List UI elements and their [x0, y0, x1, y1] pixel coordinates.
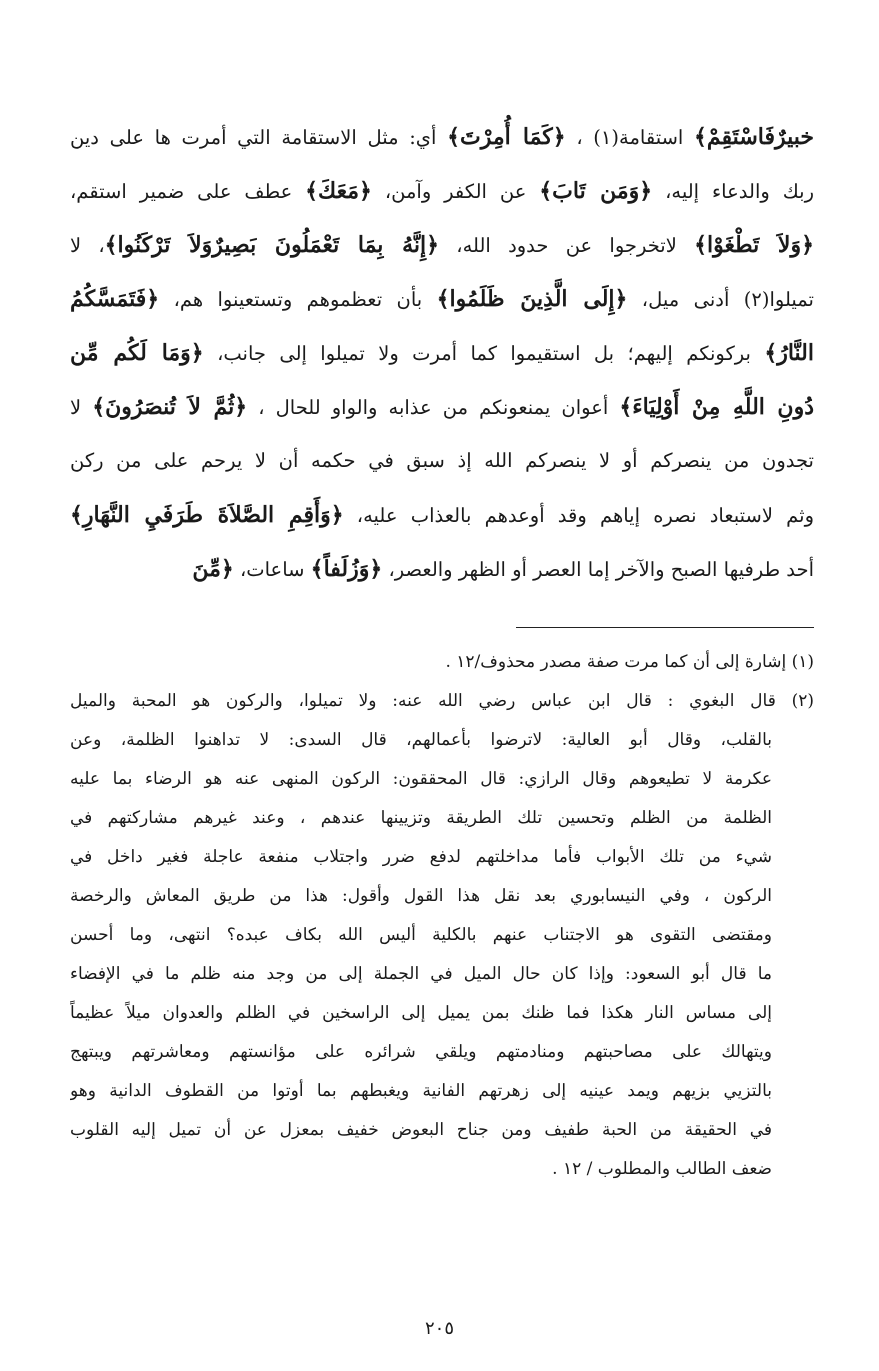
commentary-text: وثم لاستبعاد نصره إياهم وقد أوعدهم بالعذاب عليه، — [343, 504, 814, 527]
quran-verse: ﴿وَزُلَفاً﴾ — [310, 556, 383, 582]
footnote-2-line: الركون ، وفي النيسابوري بعد نقل هذا القول وأقول: هذا من طريق المعاش والرخصة — [70, 886, 772, 906]
text-line — [70, 542, 814, 596]
page-number: ٢٠٥ — [424, 1318, 454, 1339]
footnote-2-line: شيء من تلك الأبواب فأما مداخلتهم لدفع ضرر واجتلاب منفعة عاجلة فغير داخل في — [70, 847, 772, 867]
text-line — [70, 110, 814, 164]
commentary-text: بركونكم إليهم؛ بل استقيموا كما أمرت ولا تميلوا إلى جانب، — [203, 342, 765, 365]
footnote-2-line: إلى مساس النار هكذا فما ظنك بمن يميل إلى الراسخين في الظلم والعدوان ميلاً عظيماً — [70, 1003, 772, 1023]
commentary-text: لاتخرجوا عن حدود الله، — [439, 234, 695, 257]
commentary-text: عن الكفر وآمن، — [371, 180, 540, 203]
footnote-2-line: ويتهالك على مصاحبتهم ومنادمتهم ويلقي شرائره على مؤانستهم ومعاشرتهم ويبتهج — [70, 1042, 772, 1062]
quran-verse: خبيرٌفَاسْتَقِمْ﴾ — [694, 124, 814, 150]
footnotes — [70, 643, 814, 1189]
commentary-text: استقامة(١) ، — [565, 126, 695, 149]
quran-verse: ﴿ثُمَّ لاَ تُنصَرُونَ﴾ — [92, 394, 248, 420]
footnote-2-line: بالتزيي بزيهم ويمد عينيه إلى زهرتهم الفانية ويغبطهم بما أوتوا من القطوف الدانية وهو — [70, 1081, 772, 1101]
footnote-2-line: عكرمة لا تطيعوهم وقال الرازي: قال المحققون: الركون المنهى عنه هو الرضاء بما عليه — [70, 769, 772, 789]
footnote-separator — [516, 627, 814, 628]
quran-verse: ﴿فَتَمَسَّكُمُ — [70, 286, 160, 312]
footnote-2-line: ما قال أبو السعود: وإذا كان حال الميل في الجملة إلى من وجد منه ظلم ما في الإفضاء — [70, 964, 772, 984]
text-line — [70, 218, 814, 272]
text-line — [70, 272, 814, 326]
text-line — [70, 326, 814, 380]
commentary-text: أعوان يمنعونكم من عذابه والواو للحال ، — [247, 396, 620, 419]
commentary-text: ساعات، — [233, 558, 311, 581]
commentary-text: تجدون من ينصركم أو لا ينصركم الله إذ سبق في حكمه أن لا يرحم على من ركن — [70, 449, 814, 472]
footnote-2-line: ومقتضى التقوى هو الاجتناب عنهم بالكلية أليس الله بكاف عبده؟ انتهى، وما أحسن — [70, 925, 772, 945]
footnote-2-line: (٢) قال البغوي : قال ابن عباس رضي الله عنه: ولا تميلوا، والركون هو المحبة والميل — [70, 691, 814, 711]
quran-verse: ﴿إِلَى الَّذِينَ ظَلَمُوا﴾ — [436, 286, 628, 312]
quran-verse: دُونِ اللَّهِ مِنْ أَوْلِيَاءَ﴾ — [619, 394, 814, 420]
quran-verse: ﴿إِنَّهُ بِمَا تَعْمَلُونَ بَصِيرٌوَلاَ تَرْكَنُوا﴾ — [104, 232, 440, 258]
quran-verse: النَّارُ﴾ — [764, 340, 814, 366]
commentary-text: أي: مثل الاستقامة التي أمرت ها على دين — [70, 126, 448, 149]
commentary-text: تميلوا(٢) أدنى ميل، — [627, 288, 814, 311]
commentary-text: عطف على ضمير استقم، — [70, 180, 306, 203]
quran-verse: ﴿وَمَن تَابَ﴾ — [539, 178, 653, 204]
text-line — [70, 164, 814, 218]
commentary-text: لا — [70, 396, 93, 419]
quran-verse: ﴿مِّنَ — [192, 556, 234, 582]
footnote-2-line: الظلمة من الظلم وتحسين تلك الطريقة وتزيينها عندهم ، وعند غيرهم مشاركتهم في — [70, 808, 772, 828]
quran-verse: ﴿مَعَكَ﴾ — [305, 178, 372, 204]
commentary-text: أحد طرفيها الصبح والآخر إما العصر أو الظهر والعصر، — [382, 558, 814, 581]
text-line — [70, 434, 814, 488]
commentary-text: بأن تعظموهم وتستعينوا هم، — [159, 288, 437, 311]
footnote-2-line: في الحقيقة من الحبة طفيف ومن جناح البعوض خفيف بمعزل عن أن تميل إليه القلوب — [70, 1120, 772, 1140]
text-line — [70, 488, 814, 542]
quran-verse: ﴿وَمَا لَكُم مِّن — [70, 340, 204, 366]
footnote-2-line: ضعف الطالب والمطلوب / ١٢ . — [552, 1159, 772, 1179]
main-text — [70, 110, 814, 596]
footnote-1: (١) إشارة إلى أن كما مرت صفة مصدر محذوف/١٢ . — [445, 652, 814, 672]
quran-verse: ﴿وَأَقِمِ الصَّلاَةَ طَرَفَيِ النَّهَارِ﴾ — [70, 502, 344, 528]
commentary-text: ربك والدعاء إليه، — [652, 180, 814, 203]
commentary-text: ، لا — [70, 234, 105, 257]
quran-verse: ﴿وَلاَ تَطْغَوْا﴾ — [694, 232, 814, 258]
text-line — [70, 380, 814, 434]
footnote-2-line: بالقلب، وقال أبو العالية: لاترضوا بأعمالهم، قال السدى: لا تداهنوا الظلمة، وعن — [70, 730, 772, 750]
quran-verse: ﴿كَمَا أُمِرْتَ﴾ — [447, 124, 566, 150]
